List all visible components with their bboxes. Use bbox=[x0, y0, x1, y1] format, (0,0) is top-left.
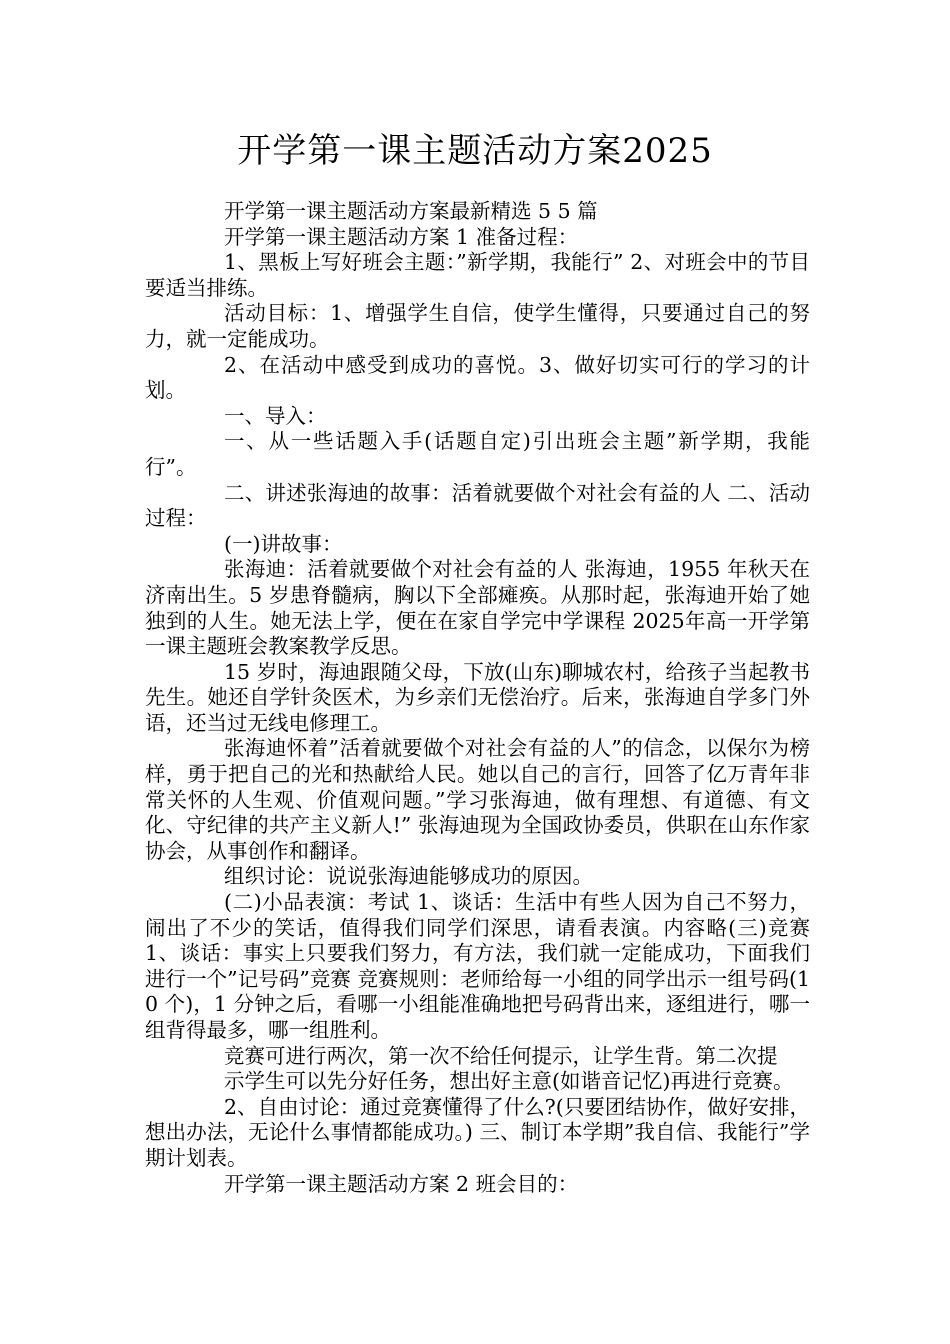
paragraph: 开学第一课主题活动方案 1 准备过程： bbox=[224, 224, 579, 249]
paragraph: 开学第一课主题活动方案 2 班会目的： bbox=[224, 1171, 579, 1196]
document-body bbox=[145, 199, 810, 1197]
paragraph: 二、讲述张海迪的故事：活着就要做个对社会有益的人 二、活动过程： bbox=[145, 480, 810, 531]
paragraph: 2、自由讨论：通过竞赛懂得了什么?(只要团结协作，做好安排，想出办法，无论什么事情都能成功。) 三、制订本学期”我自信、我能行”学期计划表。 bbox=[145, 1094, 810, 1170]
paragraph: (一)讲故事： bbox=[224, 531, 343, 556]
paragraph: 15 岁时，海迪跟随父母，下放(山东)聊城农村，给孩子当起教书先生。她还自学针灸医术，为乡亲们无偿治疗。后来，张海迪自学多门外语，还当过无线电修理工。 bbox=[145, 659, 810, 735]
document-title: 开学第一课主题活动方案2025 bbox=[237, 131, 713, 171]
paragraph: 1、黑板上写好班会主题：”新学期，我能行” 2、对班会中的节目要适当排练。 bbox=[145, 250, 810, 300]
paragraph: 张海迪怀着”活着就要做个对社会有益的人”的信念，以保尔为榜样，勇于把自己的光和热献给人民。她以自己的言行，回答了亿万青年非常关怀的人生观、价值观问题。”学习张海迪，做有理想、有道德、有文化、守纪律的共产主义新人!” 张海迪现为全国政协委员，供职在山东作家协会，从事创作和翻译。 bbox=[145, 736, 810, 863]
paragraph: 活动目标：1、增强学生自信，使学生懂得，只要通过自己的努力，就一定能成功。 bbox=[145, 301, 810, 351]
paragraph: 示学生可以先分好任务，想出好主意(如谐音记忆)再进行竞赛。 bbox=[224, 1069, 794, 1094]
paragraph: 竞赛可进行两次，第一次不给任何提示，让学生背。第二次提 bbox=[224, 1043, 778, 1068]
paragraph: 一、从一些话题入手(话题自定)引出班会主题”新学期，我能行”。 bbox=[145, 429, 810, 479]
paragraph: 张海迪：活着就要做个对社会有益的人 张海迪，1955 年秋天在济南出生。5 岁患脊髓病，胸以下全部瘫痪。从那时起，张海迪开始了她独到的人生。她无法上学，便在在家自学完中学课程 2025年高一开学第一课主题班会教案教学反思。 bbox=[145, 557, 810, 659]
paragraph: 2、在活动中感受到成功的喜悦。3、做好切实可行的学习的计划。 bbox=[145, 352, 810, 403]
paragraph: 一、导入： bbox=[224, 403, 327, 428]
paragraph: (二)小品表演：考试 1、谈话：生活中有些人因为自己不努力，闹出了不少的笑话，值得我们同学们深思，请看表演。内容略(三)竞赛 1、谈话：事实上只要我们努力，有方法，我们就一定能成功，下面我们进行一个”记号码”竞赛 竞赛规则：老师给每一小组的同学出示一组号码(10 个)，1 分钟之后，看哪一小组能准确地把号码背出来，逐组进行，哪一组背得最多，哪一组胜利。 bbox=[145, 890, 810, 1042]
paragraph: 组织讨论：说说张海迪能够成功的原因。 bbox=[224, 864, 593, 889]
paragraph: 开学第一课主题活动方案最新精选 5 5 篇 bbox=[224, 199, 598, 223]
